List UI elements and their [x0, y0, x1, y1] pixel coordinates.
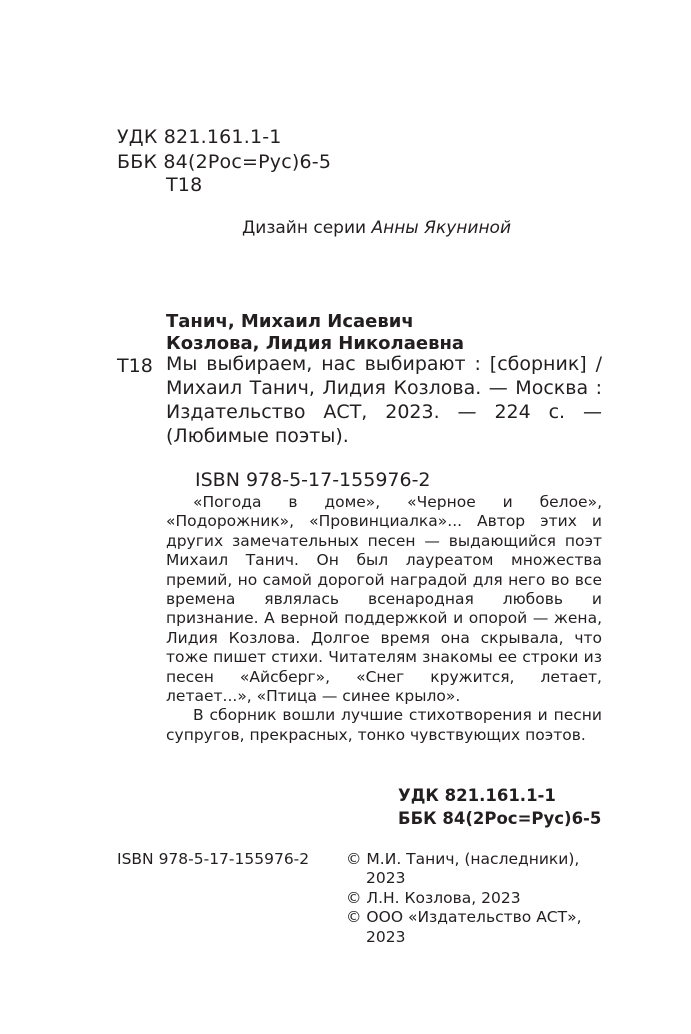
annotation: [166, 493, 602, 745]
author-mark: Т18: [166, 174, 203, 196]
udk-code: УДК 821.161.1-1: [117, 126, 282, 148]
record-author-mark: Т18: [117, 355, 153, 377]
copyright-line: © Л.Н. Козлова, 2023: [346, 888, 521, 907]
record-udk: УДК 821.161.1-1: [398, 786, 556, 805]
copyright-list: [346, 850, 606, 947]
author-secondary: Козлова, Лидия Николаевна: [166, 333, 465, 354]
title-description: Мы выбираем, нас выбирают : [сборник] / Михаил Танич, Лидия Козлова. — Москва : Издательство АСТ, 2023. — 224 с. — (Любимые поэты).: [166, 353, 602, 447]
record-bbk: ББК 84(2Рос=Рус)6-5: [398, 809, 602, 828]
author-primary: Танич, Михаил Исаевич: [166, 311, 414, 332]
copyright-line: © ООО «Издательство АСТ», 2023: [346, 908, 582, 946]
record-isbn: ISBN 978-5-17-155976-2: [195, 469, 431, 491]
copyright-line: © М.И. Танич, (наследники), 2023: [346, 850, 580, 888]
annotation-paragraph-2: В сборник вошли лучшие стихотворения и песни супругов, прекрасных, тонко чувствующих поэтов.: [166, 706, 602, 744]
bbk-code: ББК 84(2Рос=Рус)6-5: [117, 151, 332, 173]
series-designer-name: Анны Якуниной: [371, 218, 512, 238]
annotation-paragraph-1: «Погода в доме», «Черное и белое», «Подорожник», «Провинциалка»... Автор этих и других замечательных песен — выдающийся поэт Михаил Танич. Он был лауреатом множества премий, но самой дорогой наградой для него во все времена являлась всенародная любовь и признание. А верной поддержкой и опорой — жена, Лидия Козлова. Долгое время она скрывала, что тоже пишет стихи. Читателям знакомы ее строки из песен «Айсберг», «Снег кружится, летает, летает...», «Птица — синее крыло».: [166, 493, 602, 706]
series-design-label: Дизайн серии: [242, 218, 367, 238]
series-design-credit: [242, 218, 511, 238]
footer-isbn: ISBN 978-5-17-155976-2: [117, 850, 310, 868]
